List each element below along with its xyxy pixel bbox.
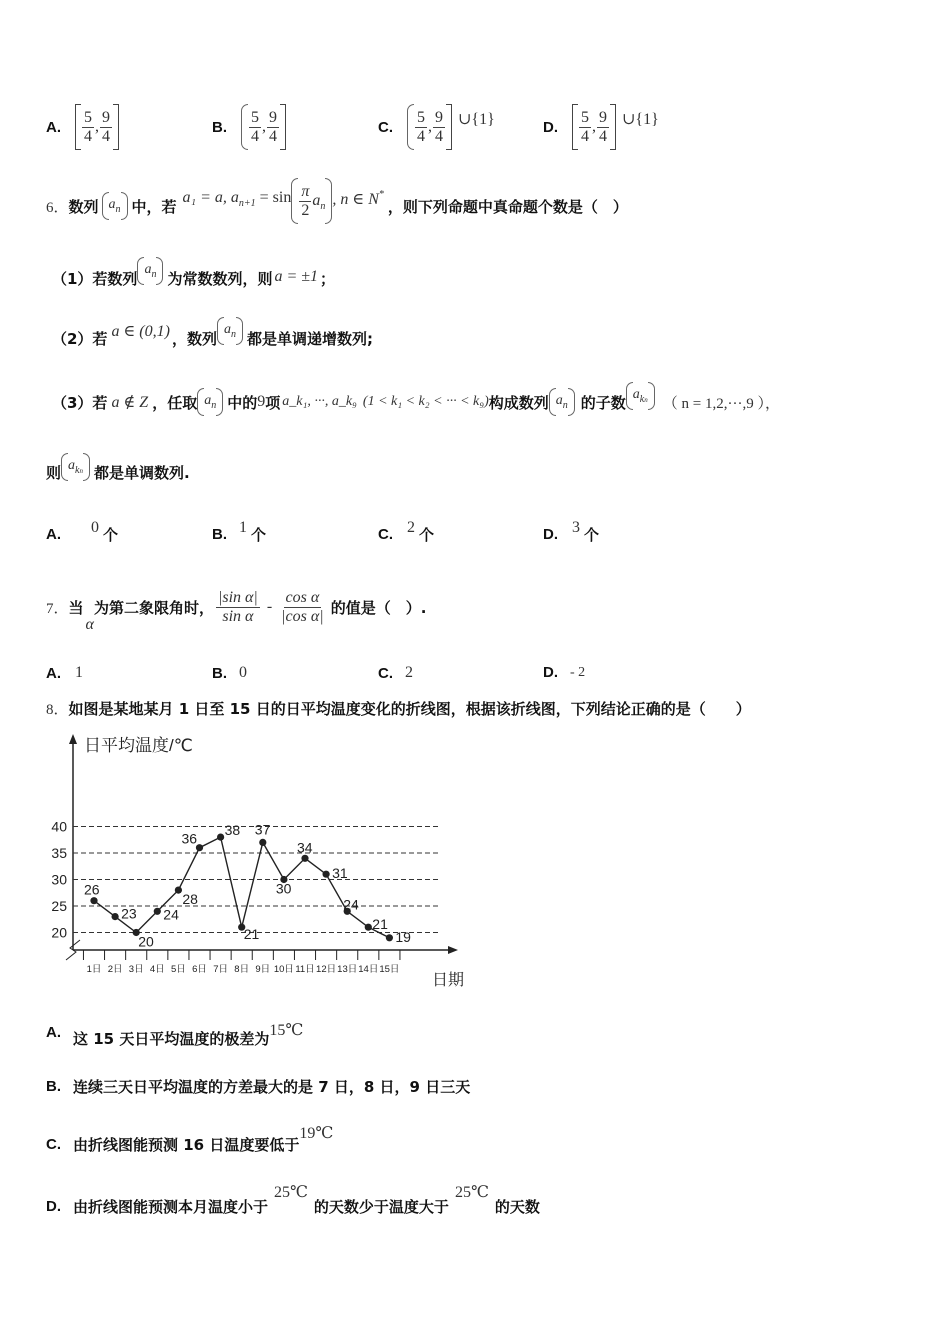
seq-a: a [144,261,152,277]
paren [121,192,128,220]
x-tick-label: 4日 [149,964,165,975]
statement-text: 中的 [227,393,258,412]
seq-a: a [204,393,212,408]
cond-an-sub: n [320,201,326,212]
q5-option-a[interactable]: A. $\frac{5}{4}$ , $\frac{9}{4}$ [46,104,119,150]
data-point [112,913,119,920]
y-tick-label: 30 [51,871,67,888]
option-label: B. [212,118,227,136]
right-bracket [113,104,119,150]
stem-text: 为第二象限角时， [93,598,214,617]
option-text: 连续三天日平均温度的方差最大的是 7 日，8 日，9 日三天 [73,1078,471,1096]
denominator: 4 [581,127,589,145]
stem-text: ，则下列命题中真命题个数是（ ） [387,197,628,216]
data-point [301,855,308,862]
q6-option-a[interactable] [46,518,119,545]
x-axis-label: 日期 [432,972,465,989]
seq-sub: n [230,328,236,340]
left-paren [241,104,248,150]
q6-statement-4: 则 $a_{kn}$ 都是单调数列. [46,462,190,483]
union-tail: ∪{1} [458,111,495,128]
statement-text: 则 [46,464,62,482]
denominator: 4 [435,127,443,145]
x-tick-label: 14日 [358,964,379,975]
x-tick-label: 15日 [379,964,400,975]
numerator: 5 [251,108,259,126]
data-point [323,871,330,878]
y-axis-label: 日平均温度/℃ [84,736,193,755]
option-unit: 个 [584,526,600,544]
right-bracket [610,104,616,150]
statement-text: （1）若数列 [52,270,138,288]
x-axis-arrow [448,946,458,954]
data-label: 34 [297,839,313,856]
q7-option-d[interactable] [543,664,585,681]
q8-option-b[interactable] [46,1076,470,1097]
q6-statement-2 [52,321,373,349]
numerator: |sin α| [217,588,258,606]
minus-sign: - [266,598,273,615]
data-point [217,834,224,841]
paren [137,257,144,285]
option-label: D. [543,664,558,681]
option-math: 19℃ [299,1124,334,1142]
x-tick-label: 6日 [192,964,207,975]
stem-text: 中，若 [131,197,177,216]
q6-option-c[interactable] [378,518,435,545]
cond-eq: = sin [255,189,292,206]
y-axis-arrow [69,734,77,744]
data-point [365,924,372,931]
data-label: 21 [372,916,388,933]
question-number: 7． [46,600,69,617]
statement-math: 9 [257,393,266,410]
statement-math: （ n = 1,2,···,9 ）， [662,395,780,412]
q7-stem [46,580,426,634]
denominator: 4 [84,127,92,145]
denominator: sin α [222,607,254,625]
option-unit: 个 [419,526,435,544]
x-tick-label: 11日 [295,964,315,975]
stem-text: 当 [68,598,84,617]
cond-a1: a₁ = a, a [182,189,239,206]
option-label: A. [46,526,61,543]
left-paren [407,104,414,150]
data-label: 26 [84,881,100,898]
option-value: - 2 [570,664,586,680]
paren [549,388,556,416]
q8-option-a[interactable] [46,1016,303,1049]
statement-text: ； [320,270,336,288]
seq-a: a [108,197,116,212]
numerator: 5 [84,108,92,126]
statement-math: a = ±1 [274,267,319,285]
data-point [259,839,266,846]
x-tick-label: 10日 [273,964,294,975]
paren [102,192,109,220]
data-label: 31 [332,865,348,882]
paren [626,382,633,410]
paren [648,382,655,410]
statement-text: 为常数数列，则 [167,270,273,288]
seq-a: a [555,393,563,408]
numerator: cos α [285,588,320,606]
seq-sub: n [211,400,217,411]
seq-a: a [223,321,231,337]
stem-text: 数列 [68,197,99,216]
statement-math: (1 < k₁ < k₂ < ··· < k₉) [362,394,489,409]
pi: π [301,182,310,200]
data-label: 28 [182,891,198,908]
numerator: 9 [599,108,607,126]
statement-text: 都是单调递增数列; [246,330,373,348]
data-label: 19 [395,928,411,945]
option-text: 由折线图能预测 16 日温度要低于 [73,1136,300,1154]
option-value: 1 [75,664,83,681]
x-tick-label: 1日 [86,964,102,975]
left-bracket [572,104,578,150]
option-value: 3 [572,518,580,536]
x-tick-label: 7日 [213,964,228,975]
option-label: D. [543,118,558,136]
numerator: 9 [435,108,443,126]
statement-text: （2）若 [52,330,108,348]
y-tick-label: 20 [51,924,67,941]
data-label: 21 [243,926,260,943]
statement-text: 项 [265,393,281,412]
denominator: 4 [102,127,110,145]
denominator: 4 [599,127,607,145]
option-label: C. [378,526,393,543]
paren [197,388,204,416]
q6-option-b[interactable] [212,518,267,545]
x-tick-label: 13日 [337,964,358,975]
paren [61,453,68,481]
q7-option-b[interactable] [212,664,247,682]
option-label: C. [378,118,393,136]
temperature-line-chart [40,728,480,992]
q6-statement-1 [52,261,336,289]
q6-statement-3: （3）若 a ∉ Z ，任取 $a_n$ 中的 9 项 a_k₁, ···, a_k₉ (1 < k₁ < k₂ < ··· < k₉) 构成数列 $a_n$ 的子数 $a_{kn}$ （ n = 1,2,···,9 ）， [52,388,780,416]
right-bracket [446,104,452,150]
option-unit: 个 [251,526,267,544]
option-text: 的天数 [494,1198,540,1216]
q8-option-c[interactable] [46,1110,333,1155]
option-value: 0 [239,664,247,681]
statement-text: 的子数 [580,393,626,412]
q5-option-c[interactable]: C. $\frac{5}{4}$ , $\frac{9}{4}$ ∪{1} [378,104,495,150]
stem-math: α [85,616,94,633]
q6-stem [46,182,628,224]
q7-option-c[interactable] [378,664,413,682]
x-tick-label: 8日 [234,964,250,975]
data-label: 36 [181,830,198,847]
denominator: 4 [417,127,425,145]
data-label: 30 [275,880,292,897]
q7-option-a[interactable] [46,664,83,682]
option-value: 1 [239,518,247,536]
q5-option-d[interactable]: D. $\frac{5}{4}$ , $\frac{9}{4}$ ∪{1} [543,104,659,150]
seq-a: a [68,457,76,473]
series-line [94,837,389,938]
left-bracket [75,104,81,150]
option-text: 的天数少于温度大于 [313,1198,449,1216]
option-value: 2 [407,518,415,536]
cond-star: * [378,189,384,200]
statement-text: ，任取 [152,393,198,412]
paren [83,453,90,481]
numerator: 5 [417,108,425,126]
y-tick-label: 35 [51,845,67,861]
right-bracket [280,104,286,150]
option-label: B. [46,1078,61,1095]
data-label: 24 [163,906,179,923]
q5-option-b[interactable]: B. $\frac{5}{4}$ , $\frac{9}{4}$ [212,104,286,150]
numerator: 5 [581,108,589,126]
question-number: 8． [46,702,69,718]
union-tail: ∪{1} [622,111,659,128]
paren [216,388,223,416]
x-tick-label: 12日 [316,964,337,975]
statement-text: 都是单调数列. [93,464,190,482]
seq-sub: n [115,204,121,215]
option-label: B. [212,526,227,543]
option-label: A. [46,118,61,136]
x-tick-label: 2日 [107,964,123,975]
stem-text: 的值是（ ）. [330,598,427,617]
question-number: 6． [46,199,69,216]
data-label: 38 [224,822,241,839]
statement-math: a_k₁, ···, a_k₉ [282,394,357,409]
data-point [154,908,161,915]
q8-option-d[interactable] [46,1166,540,1217]
paren [156,257,163,285]
paren [568,388,575,416]
x-tick-label: 9日 [255,964,271,975]
seq-a: a [632,387,640,402]
denominator: |cos α| [281,607,324,625]
statement-math: a ∉ Z [111,394,149,411]
statement-text: ，数列 [171,330,217,348]
seq-sub: n [151,268,157,280]
data-label: 24 [343,896,359,913]
option-label: A. [46,1024,61,1041]
data-label: 37 [254,821,271,838]
data-point [386,934,393,941]
option-text: 由折线图能预测本月温度小于 [73,1198,269,1216]
denominator: 4 [269,127,277,145]
paren [217,317,224,345]
x-tick-label: 3日 [128,964,144,975]
option-label: D. [46,1198,61,1215]
paren [236,317,243,345]
cond-an: a [312,192,321,209]
option-value: 0 [91,518,99,536]
option-value: 2 [405,664,413,681]
y-tick-label: 40 [51,818,67,835]
option-label: D. [543,526,558,543]
option-text: 这 15 天日平均温度的极差为 [73,1030,270,1048]
numerator: 9 [269,108,277,126]
data-point [175,887,182,894]
seq-sub: n [562,400,568,411]
statement-text: 构成数列 [488,393,549,412]
two: 2 [301,201,310,219]
data-point [90,897,97,904]
numerator: 9 [102,108,110,126]
option-unit: 个 [103,526,119,544]
option-math: 25℃ [454,1183,489,1201]
paren [291,178,298,224]
data-label: 20 [138,933,154,950]
option-label: A. [46,664,61,682]
data-label: 23 [121,905,137,922]
option-label: C. [378,664,393,682]
cond-sub: n+1 [238,198,256,209]
y-tick-label: 25 [51,898,67,914]
paren [325,178,332,224]
stem-text: 如图是某地某月 1 日至 15 日的日平均温度变化的折线图，根据该折线图，下列结论正确的是（ ） [68,700,751,718]
x-tick-label: 5日 [171,964,186,975]
option-label: B. [212,664,227,682]
cond-n: , n ∈ N [332,191,379,208]
statement-math: a ∈ (0,1) [111,322,170,340]
option-math: 25℃ [274,1183,308,1201]
option-label: C. [46,1136,61,1153]
option-math: 15℃ [269,1021,304,1039]
denominator: 4 [251,127,259,145]
q6-option-d[interactable] [543,518,600,545]
statement-text: （3）若 [52,393,108,412]
q8-stem [46,698,751,719]
